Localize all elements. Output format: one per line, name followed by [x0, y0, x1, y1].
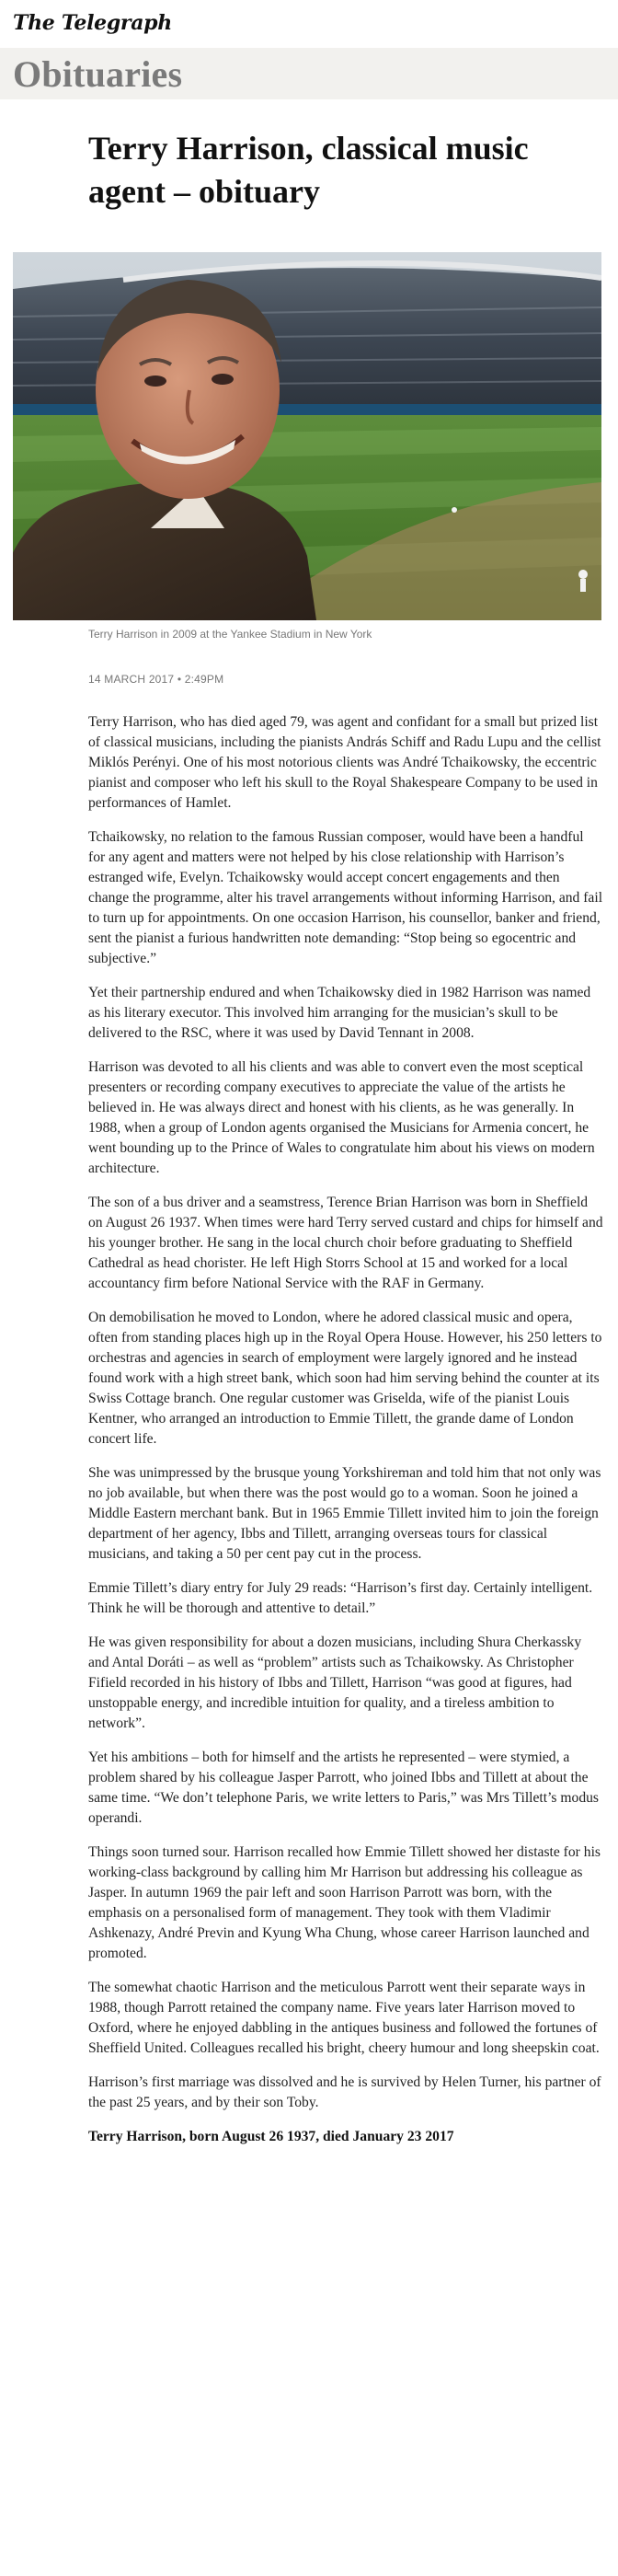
- publish-date: 14 MARCH 2017 • 2:49PM: [88, 673, 224, 686]
- article-body: [88, 712, 603, 2161]
- hero-photo-yankee-stadium: [13, 252, 601, 620]
- masthead: [0, 0, 618, 48]
- article-paragraph: The somewhat chaotic Harrison and the meticulous Parrott went their separate ways in 1988, though Parrott retained the company name. Five years later Harrison moved to Oxford, where he enjoyed dabbling in the antiques business and followed the fortunes of Sheffield United. Colleagues recalled his bright, cheery humour and long sheepskin coat.: [88, 1980, 600, 2056]
- article-paragraph: Emmie Tillett’s diary entry for July 29 reads: “Harrison’s first day. Certainly intelligent. Think he will be thorough and attentive to detail.”: [88, 1580, 593, 1616]
- article-paragraph: Yet their partnership endured and when Tchaikowsky died in 1982 Harrison was named as his literary executor. This involved him arranging for the musician’s skull to be delivered to the RSC, where it was used by David Tennant in 2008.: [88, 985, 591, 1041]
- telegraph-logo[interactable]: The Telegraph: [13, 11, 172, 35]
- article-paragraph: Things soon turned sour. Harrison recalled how Emmie Tillett showed her distaste for his working-class background by calling him Mr Harrison but addressing his colleague as Jasper. In autumn 1969 the pair left and soon Harrison Parrott was born, with the emphasis on a personalised form of management. They took with them Vladimir Ashkenazy, André Previn and Kyung Wha Chung, whose career Harrison launched and promoted.: [88, 1844, 601, 1961]
- section-bar: [0, 48, 618, 99]
- section-title-obituaries[interactable]: Obituaries: [13, 53, 183, 95]
- article-headline: Terry Harrison, classical music agent – obituary: [88, 130, 529, 210]
- article-paragraph: Harrison’s first marriage was dissolved and he is survived by Helen Turner, his partner of the past 25 years, and by their son Toby.: [88, 2074, 601, 2110]
- article-paragraph: The son of a bus driver and a seamstress, Terence Brian Harrison was born in Sheffield on August 26 1937. When times were hard Terry served custard and chips for himself and his younger brother. He sang in the local church choir before graduating to Sheffield Cathedral as head chorister. He left High Storrs School at 15 and worked for a local accountancy firm before National Service with the RAF in Germany.: [88, 1195, 603, 1291]
- article-paragraph: She was unimpressed by the brusque young Yorkshireman and told him that not only was no job available, but when there was the post would go to a woman. Soon he joined a Middle Eastern merchant bank. But in 1965 Emmie Tillett invited him to join the foreign department of her agency, Ibbs and Tillett, arranging overseas tours for classical musicians, and taking a 50 per cent pay cut in the process.: [88, 1465, 601, 1562]
- article-paragraph: Terry Harrison, who has died aged 79, was agent and confidant for a small but prized list of classical musicians, including the pianists András Schiff and Radu Lupu and the cellist Miklós Perényi. One of his most notorious clients was André Tchaikowsky, the eccentric pianist and composer who left his skull to the Royal Shakespeare Company to be used in performances of Hamlet.: [88, 714, 601, 811]
- article-signoff: Terry Harrison, born August 26 1937, died January 23 2017: [88, 2129, 454, 2144]
- article-paragraph: Tchaikowsky, no relation to the famous Russian composer, would have been a handful for any agent and matters were not helped by his close relationship with Harrison’s estranged wife, Evelyn. Tchaikowsky would accept concert engagements and then change the programme, alter his travel arrangements without informing Harrison, and fail to turn up for appointments. On one occasion Harrison, his counsellor, banker and friend, sent the pianist a furious handwritten note demanding: “Stop being so egocentric and subjective.”: [88, 829, 603, 966]
- hero-image: [13, 252, 601, 620]
- article-paragraph: He was given responsibility for about a dozen musicians, including Shura Cherkassky and Antal Doráti – as well as “problem” artists such as Tchaikowsky. As Christopher Fifield recorded in his history of Ibbs and Tillett, Harrison “was good at figures, had unstoppable energy, and incredible intuition for quality, and a tireless ambition to network”.: [88, 1635, 582, 1731]
- article-paragraph: On demobilisation he moved to London, where he adored classical music and opera, often from standing places high up in the Royal Opera House. However, his 250 letters to orchestras and agencies in search of employment were largely ignored and he instead found work with a high street bank, which soon had him serving behind the counter at its Swiss Cottage branch. One regular customer was Griselda, wife of the pianist Louis Kentner, who arranged an introduction to Emmie Tillett, the grande dame of London concert life.: [88, 1310, 602, 1447]
- article-paragraph: Harrison was devoted to all his clients and was able to convert even the most sceptical presenters or recording company executives to appreciate the value of the artists he believed in. He was always direct and honest with his clients, as he was generally. In 1988, when a group of London agents organised the Musicians for Armenia concert, he went bounding up to the Prince of Wales to congratulate him about his views on modern architecture.: [88, 1059, 595, 1176]
- image-caption: Terry Harrison in 2009 at the Yankee Stadium in New York: [88, 628, 372, 641]
- article-paragraph: Yet his ambitions – both for himself and the artists he represented – were stymied, a problem shared by his colleague Jasper Parrott, who joined Ibbs and Tillett at about the same time. “We don’t telephone Paris, we write letters to Paris,” was Mrs Tillett’s modus operandi.: [88, 1750, 599, 1826]
